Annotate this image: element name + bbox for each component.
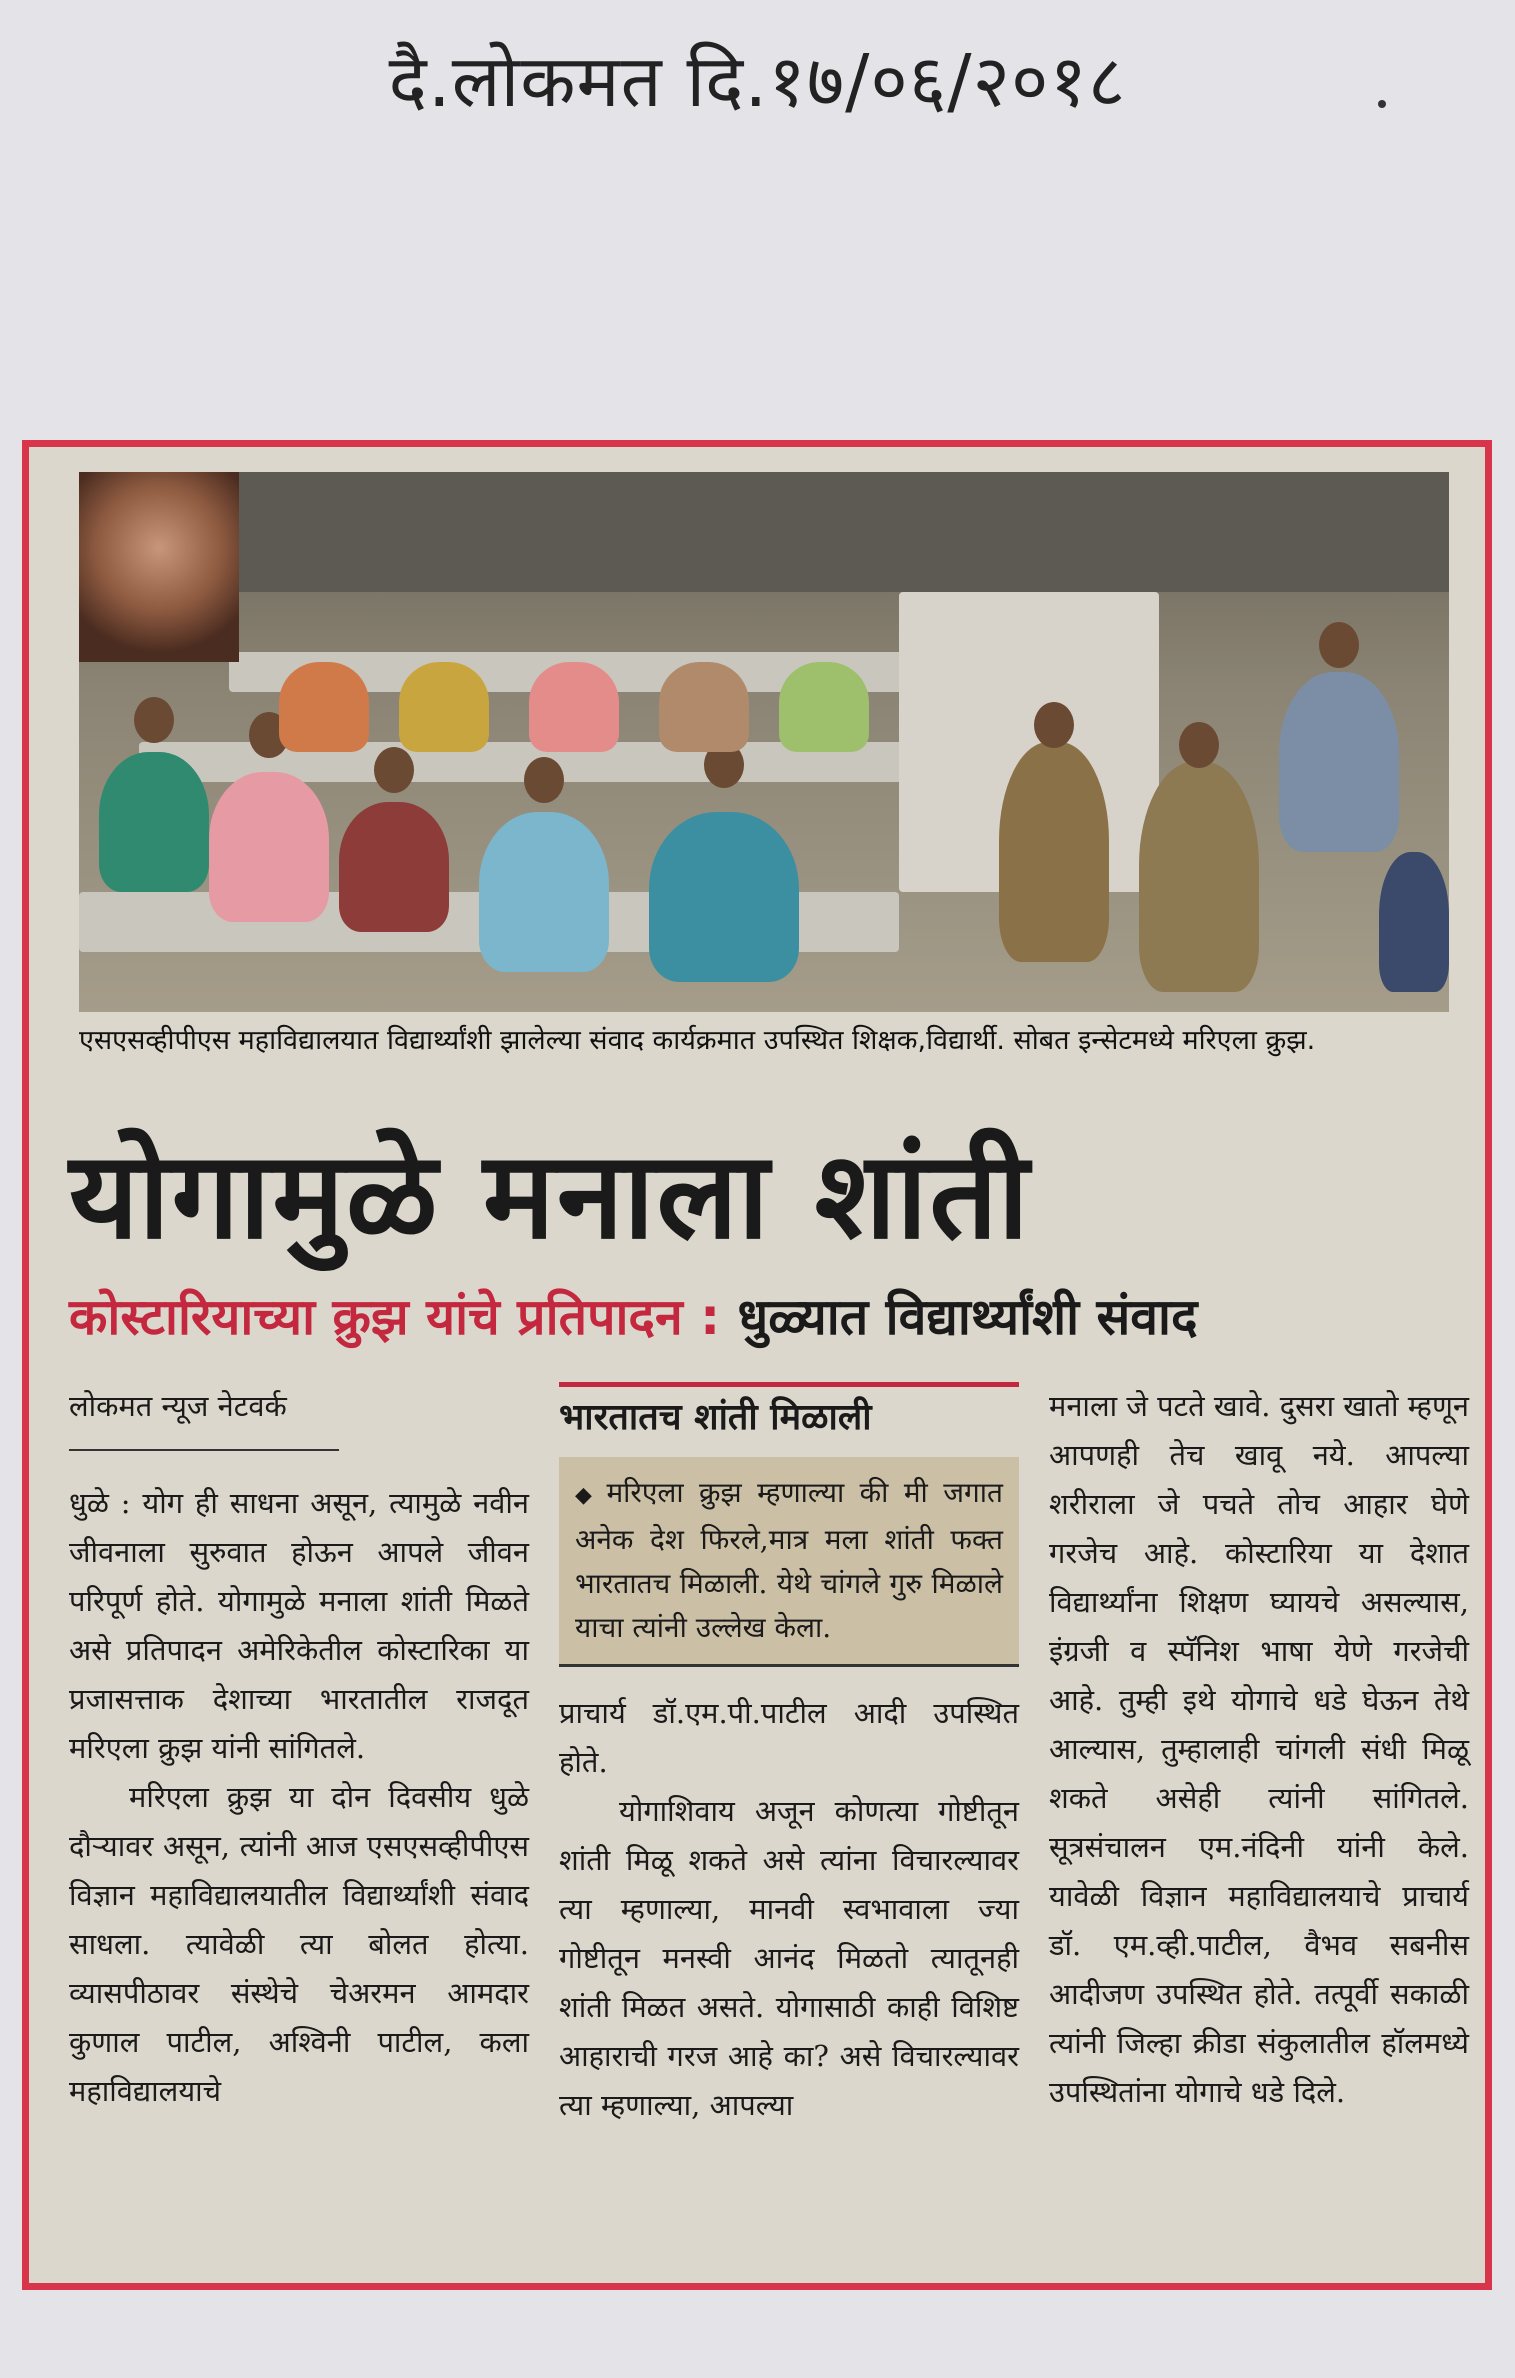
diamond-bullet-icon: ◆ xyxy=(575,1483,599,1508)
paragraph: मनाला जे पटते खावे. दुसरा खातो म्हणून आपणही तेच खावू नये. आपल्या शरीराला जे पचते तोच आहार घेणे गरजेच आहे. कोस्टारिया या देशात विद्यार्थ्यांना शिक्षण घ्यायचे असल्यास, इंग्रजी व स्पॅनिश भाषा येणे गरजेची आहे. तुम्ही इथे योगाचे धडे घेऊन तेथे आल्यास, तुम्हालाही चांगली संधी मिळू शकते असेही त्यांनी सांगितले. सूत्रसंचालन एम.नंदिनी यांनी केले. यावेळी विज्ञान महाविद्यालयाचे प्राचार्य डॉ. एम.व्ही.पाटील, वैभव सबनीस आदीजण उपस्थित होते. तत्पूर्वी सकाळी त्यांनी जिल्हा क्रीडा संकुलातील हॉलमध्ये उपस्थितांना योगाचे धडे दिले. xyxy=(1049,1389,1470,2109)
news-photo xyxy=(79,472,1449,1012)
person xyxy=(1379,852,1449,992)
person-head xyxy=(524,757,564,803)
paragraph: योगाशिवाय अजून कोणत्या गोष्टीतून शांती मिळू शकते असे त्यांना विचारल्यावर त्या म्हणाल्या, मानवी स्वभावाला ज्या गोष्टीतून मनस्वी आनंद मिळतो त्यातूनही शांती मिळत असते. योगासाठी काही विशिष्ट आहाराची गरज आहे का? असे विचारल्यावर त्या म्हणाल्या, आपल्या xyxy=(559,1794,1019,2122)
inset-portrait xyxy=(79,472,239,662)
person-head xyxy=(374,747,414,793)
person xyxy=(479,812,609,972)
person xyxy=(1139,762,1259,992)
photo-caption: एसएसव्हीपीएस महाविद्यालयात विद्यार्थ्यांशी झालेल्या संवाद कार्यक्रमात उपस्थित शिक्षक,विद्यार्थी. सोबत इन्सेटमध्ये मरिएला क्रुझ. xyxy=(79,1025,1316,1056)
person xyxy=(649,812,799,982)
subhead-black: धुळ्यात विद्यार्थ्यांशी संवाद xyxy=(737,1288,1198,1346)
person xyxy=(99,752,209,892)
photo-wall xyxy=(79,472,1449,592)
sidebar-box xyxy=(559,1457,1019,1667)
article-column-3 xyxy=(1049,1382,1469,2117)
news-clipping xyxy=(22,440,1492,2290)
article-column-2 xyxy=(559,1382,1019,2130)
ink-dot xyxy=(1378,100,1386,108)
paragraph: प्राचार्य डॉ.एम.पी.पाटील आदी उपस्थित होते. xyxy=(559,1696,1019,1779)
subheadline xyxy=(69,1287,1469,1347)
person-head xyxy=(1319,622,1359,668)
person-head xyxy=(134,697,174,743)
person xyxy=(779,662,869,752)
paragraph: मरिएला क्रुझ या दोन दिवसीय धुळे दौऱ्यावर असून, त्यांनी आज एसएसव्हीपीएस विज्ञान महाविद्यालयातील विद्यार्थ्यांशी संवाद साधला. त्यावेळी त्या बोलत होत्या. व्यासपीठावर संस्थेचे चेअरमन आमदार कुणाल पाटील, अश्विनी पाटील, कला महाविद्यालयाचे xyxy=(69,1780,529,2108)
person xyxy=(399,662,489,752)
paragraph: धुळे : योग ही साधना असून, त्यामुळे नवीन जीवनाला सुरुवात होऊन आपले जीवन परिपूर्ण होते. योगामुळे मनाला शांती मिळते असे प्रतिपादन अमेरिकेतील कोस्टारिका या प्रजासत्ताक देशाच्या भारतातील राजदूत मरिएला क्रुझ यांनी सांगितले. xyxy=(69,1486,529,1765)
person xyxy=(339,802,449,932)
person xyxy=(209,772,329,922)
person xyxy=(529,662,619,752)
article-column-1 xyxy=(69,1382,529,2116)
person xyxy=(1279,672,1399,852)
person xyxy=(659,662,749,752)
person xyxy=(999,742,1109,962)
sidebar-text: मरिएला क्रुझ म्हणाल्या की मी जगात अनेक देश फिरले,मात्र मला शांती फक्त भारतातच मिळाली. येथे चांगले गुरु मिळाले याचा त्यांनी उल्लेख केला. xyxy=(575,1476,1003,1644)
headline: योगामुळे मनाला शांती xyxy=(69,1127,1031,1266)
byline: लोकमत न्यूज नेटवर्क xyxy=(69,1382,339,1451)
person-head xyxy=(1034,702,1074,748)
dateline: दै.लोकमत दि.१७/०६/२०१८ xyxy=(388,39,1127,123)
sidebar-title: भारतातच शांती मिळाली xyxy=(559,1382,1019,1443)
person xyxy=(279,662,369,752)
person-head xyxy=(1179,722,1219,768)
subhead-red: कोस्टारियाच्या क्रुझ यांचे प्रतिपादन : xyxy=(69,1288,721,1346)
